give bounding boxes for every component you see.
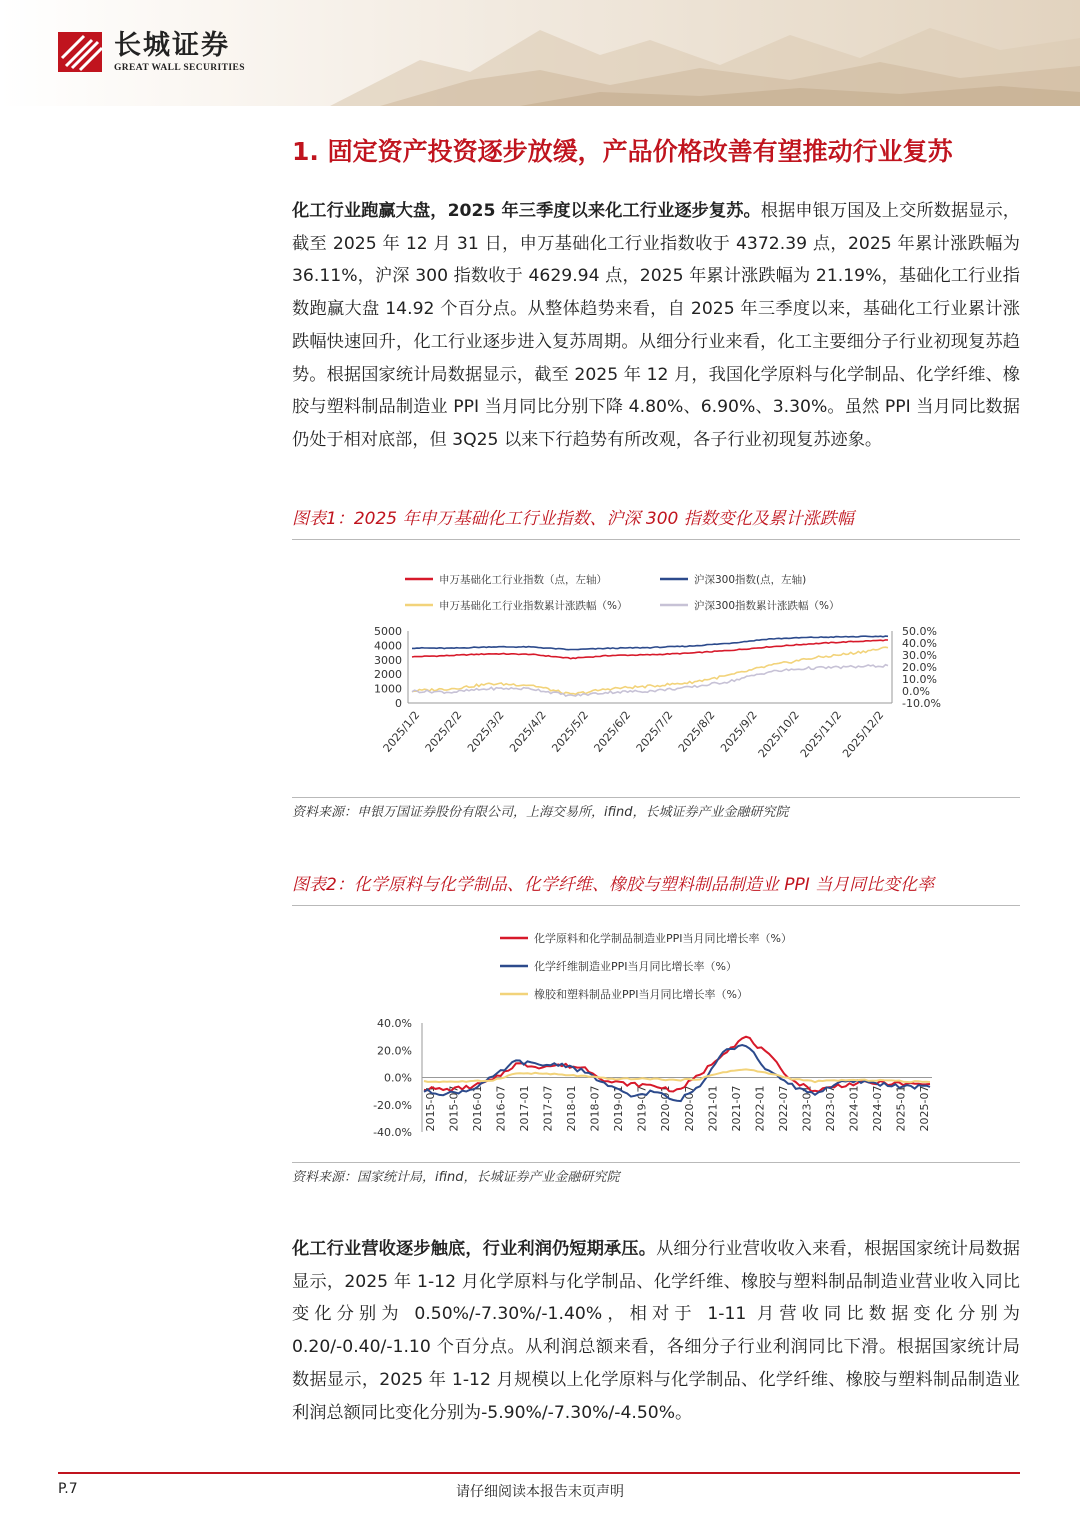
x-tick-label: 2023-01 [800, 1085, 814, 1132]
x-tick-label: 2021-01 [706, 1085, 720, 1132]
x-tick-label: 2025/8/2 [675, 708, 718, 755]
y-left-tick-label: 0 [395, 697, 402, 710]
figure2-source: 资料来源：国家统计局，ifind，长城证券产业金融研究院 [292, 1162, 1020, 1188]
x-tick-label: 2025/11/2 [797, 708, 845, 761]
figure2-chart [360, 922, 960, 1147]
x-tick-label: 2020-01 [659, 1085, 673, 1132]
x-tick-label: 2015-01 [424, 1085, 437, 1132]
logo-english: GREAT WALL SECURITIES [114, 63, 245, 73]
x-tick-label: 2022-01 [753, 1085, 767, 1132]
x-tick-label: 2020-07 [682, 1085, 696, 1132]
y-right-tick-label: 30.0% [902, 649, 937, 662]
y-left-tick-label: 5000 [374, 625, 402, 638]
paragraph-lead: 化工行业跑赢大盘，2025 年三季度以来化工行业逐步复苏。 [292, 201, 761, 221]
footer-disclaimer: 请仔细阅读本报告末页声明 [456, 1484, 624, 1500]
legend-label: 化学纤维制造业PPI当月同比增长率（%） [534, 960, 737, 973]
y-right-tick-label: 20.0% [902, 661, 937, 674]
y-tick-label: -20.0% [373, 1098, 412, 1112]
figure1-source: 资料来源：申银万国证券股份有限公司，上海交易所，ifind，长城证券产业金融研究院 [292, 797, 1020, 823]
series-line-1 [424, 1037, 930, 1092]
brand-logo [58, 28, 245, 76]
x-tick-label: 2018-07 [588, 1085, 602, 1132]
x-tick-label: 2025/1/2 [380, 708, 423, 755]
x-tick-label: 2024-01 [847, 1085, 861, 1132]
y-left-tick-label: 2000 [374, 668, 402, 682]
logo-chinese: 长城证券 [114, 30, 230, 61]
x-tick-label: 2022-07 [776, 1085, 790, 1132]
x-tick-label: 2019-01 [612, 1085, 626, 1132]
series-line-4 [412, 665, 888, 696]
figure2-title: 图表2：化学原料与化学制品、化学纤维、橡胶与塑料制品制造业 PPI 当月同比变化率 [292, 873, 1020, 906]
x-tick-label: 2025/6/2 [591, 708, 634, 755]
legend-label: 橡胶和塑料制品业PPI当月同比增长率（%） [534, 988, 748, 1001]
logo-mark-icon [58, 28, 106, 76]
y-right-tick-label: 0.0% [902, 685, 930, 698]
y-tick-label: 40.0% [377, 1017, 412, 1030]
paragraph-industry-performance [292, 195, 1020, 457]
x-tick-label: 2025/3/2 [464, 708, 507, 755]
footer-divider [58, 1472, 1020, 1474]
x-tick-label: 2016-07 [494, 1085, 508, 1132]
x-tick-label: 2025/12/2 [840, 708, 887, 761]
x-tick-label: 2015-07 [447, 1085, 461, 1132]
x-tick-label: 2025/2/2 [422, 708, 465, 755]
series-line-1 [412, 640, 888, 659]
y-left-tick-label: 4000 [374, 639, 402, 653]
x-tick-label: 2019-07 [635, 1085, 649, 1132]
legend-label: 沪深300指数(点，左轴) [694, 574, 807, 586]
y-right-tick-label: 50.0% [902, 625, 937, 638]
x-tick-label: 2017-07 [541, 1085, 555, 1132]
y-tick-label: 20.0% [377, 1044, 412, 1058]
paragraph-body: 根据申银万国及上交所数据显示，截至 2025 年 12 月 31 日，申万基础化工行业指数收于 4372.39 点，2025 年累计涨跌幅为 36.11%，沪深 300 指数收于 4629.94 点，2025 年累计涨跌幅为 21.19%，基础化工行业指数跑赢大盘 14.92 个百分点。从整体趋势来看，自 2025 年三季度以来，基础化工行业累计涨跌幅快速回升，化工行业逐步进入复苏周期。从细分行业来看，化工主要细分子行业初现复苏趋势。根据国家统计局数据显示，截至 2025 年 12 月，我国化学原料与化学制品、化学纤维、橡胶与塑料制品制造业 PPI 当月同比分别下降 4.80%、6.90%、3.30%。虽然 PPI 当月同比数据仍处于相对底部，但 3Q25 以来下行趋势有所改观，各子行业初现复苏迹象。 [292, 201, 1020, 450]
x-tick-label: 2023-07 [823, 1085, 837, 1132]
figure1-title: 图表1：2025 年申万基础化工行业指数、沪深 300 指数变化及累计涨跌幅 [292, 507, 1020, 540]
legend-label: 申万基础化工行业指数（点，左轴） [439, 574, 607, 586]
paragraph-revenue-profit [292, 1233, 1020, 1429]
x-tick-label: 2017-01 [518, 1085, 532, 1132]
y-right-tick-label: 10.0% [902, 673, 937, 686]
x-tick-label: 2025/4/2 [507, 708, 549, 755]
x-tick-label: 2018-01 [565, 1085, 579, 1132]
header-banner [0, 0, 1080, 106]
x-tick-label: 2025/10/2 [755, 708, 802, 761]
x-tick-label: 2024-07 [870, 1085, 884, 1132]
page-number: P.7 [58, 1481, 78, 1497]
y-left-tick-label: 3000 [374, 653, 402, 667]
y-left-tick-label: 1000 [374, 682, 402, 696]
x-tick-label: 2025/9/2 [718, 708, 760, 755]
y-tick-label: -40.0% [373, 1126, 412, 1139]
x-tick-label: 2025-07 [918, 1085, 931, 1132]
legend-label: 申万基础化工行业指数累计涨跌幅（%） [439, 600, 628, 612]
y-right-tick-label: 40.0% [902, 637, 937, 650]
y-right-tick-label: -10.0% [902, 697, 941, 710]
section-title: 1. 固定资产投资逐步放缓，产品价格改善有望推动行业复苏 [292, 137, 953, 166]
x-tick-label: 2025-01 [894, 1085, 908, 1132]
legend-label: 化学原料和化学制品制造业PPI当月同比增长率（%） [534, 932, 792, 945]
x-tick-label: 2016-01 [471, 1085, 485, 1132]
legend-label: 沪深300指数累计涨跌幅（%） [694, 600, 840, 612]
x-tick-label: 2021-07 [729, 1085, 743, 1132]
x-tick-label: 2025/7/2 [633, 708, 676, 755]
figure1-chart [360, 565, 960, 790]
paragraph-lead: 化工行业营收逐步触底，行业利润仍短期承压。 [292, 1239, 657, 1259]
paragraph-body: 从细分行业营收收入来看，根据国家统计局数据显示，2025 年 1-12 月化学原料与化学制品、化学纤维、橡胶与塑料制品制造业营业收入同比变化分别为 0.50%/-7.30%/-1.40%，相对于 1-11 月营收同比数据变化分别为 0.20/-0.40/-1.10 个百分点。从利润总额来看，各细分子行业利润同比下滑。根据国家统计局数据显示，2025 年 1-12 月规模以上化学原料与化学制品、化学纤维、橡胶与塑料制品制造业利润总额同比变化分别为-5.90%/-7.30%/-4.50%。 [292, 1239, 1020, 1423]
y-tick-label: 0.0% [384, 1071, 412, 1085]
x-tick-label: 2025/5/2 [549, 708, 592, 755]
